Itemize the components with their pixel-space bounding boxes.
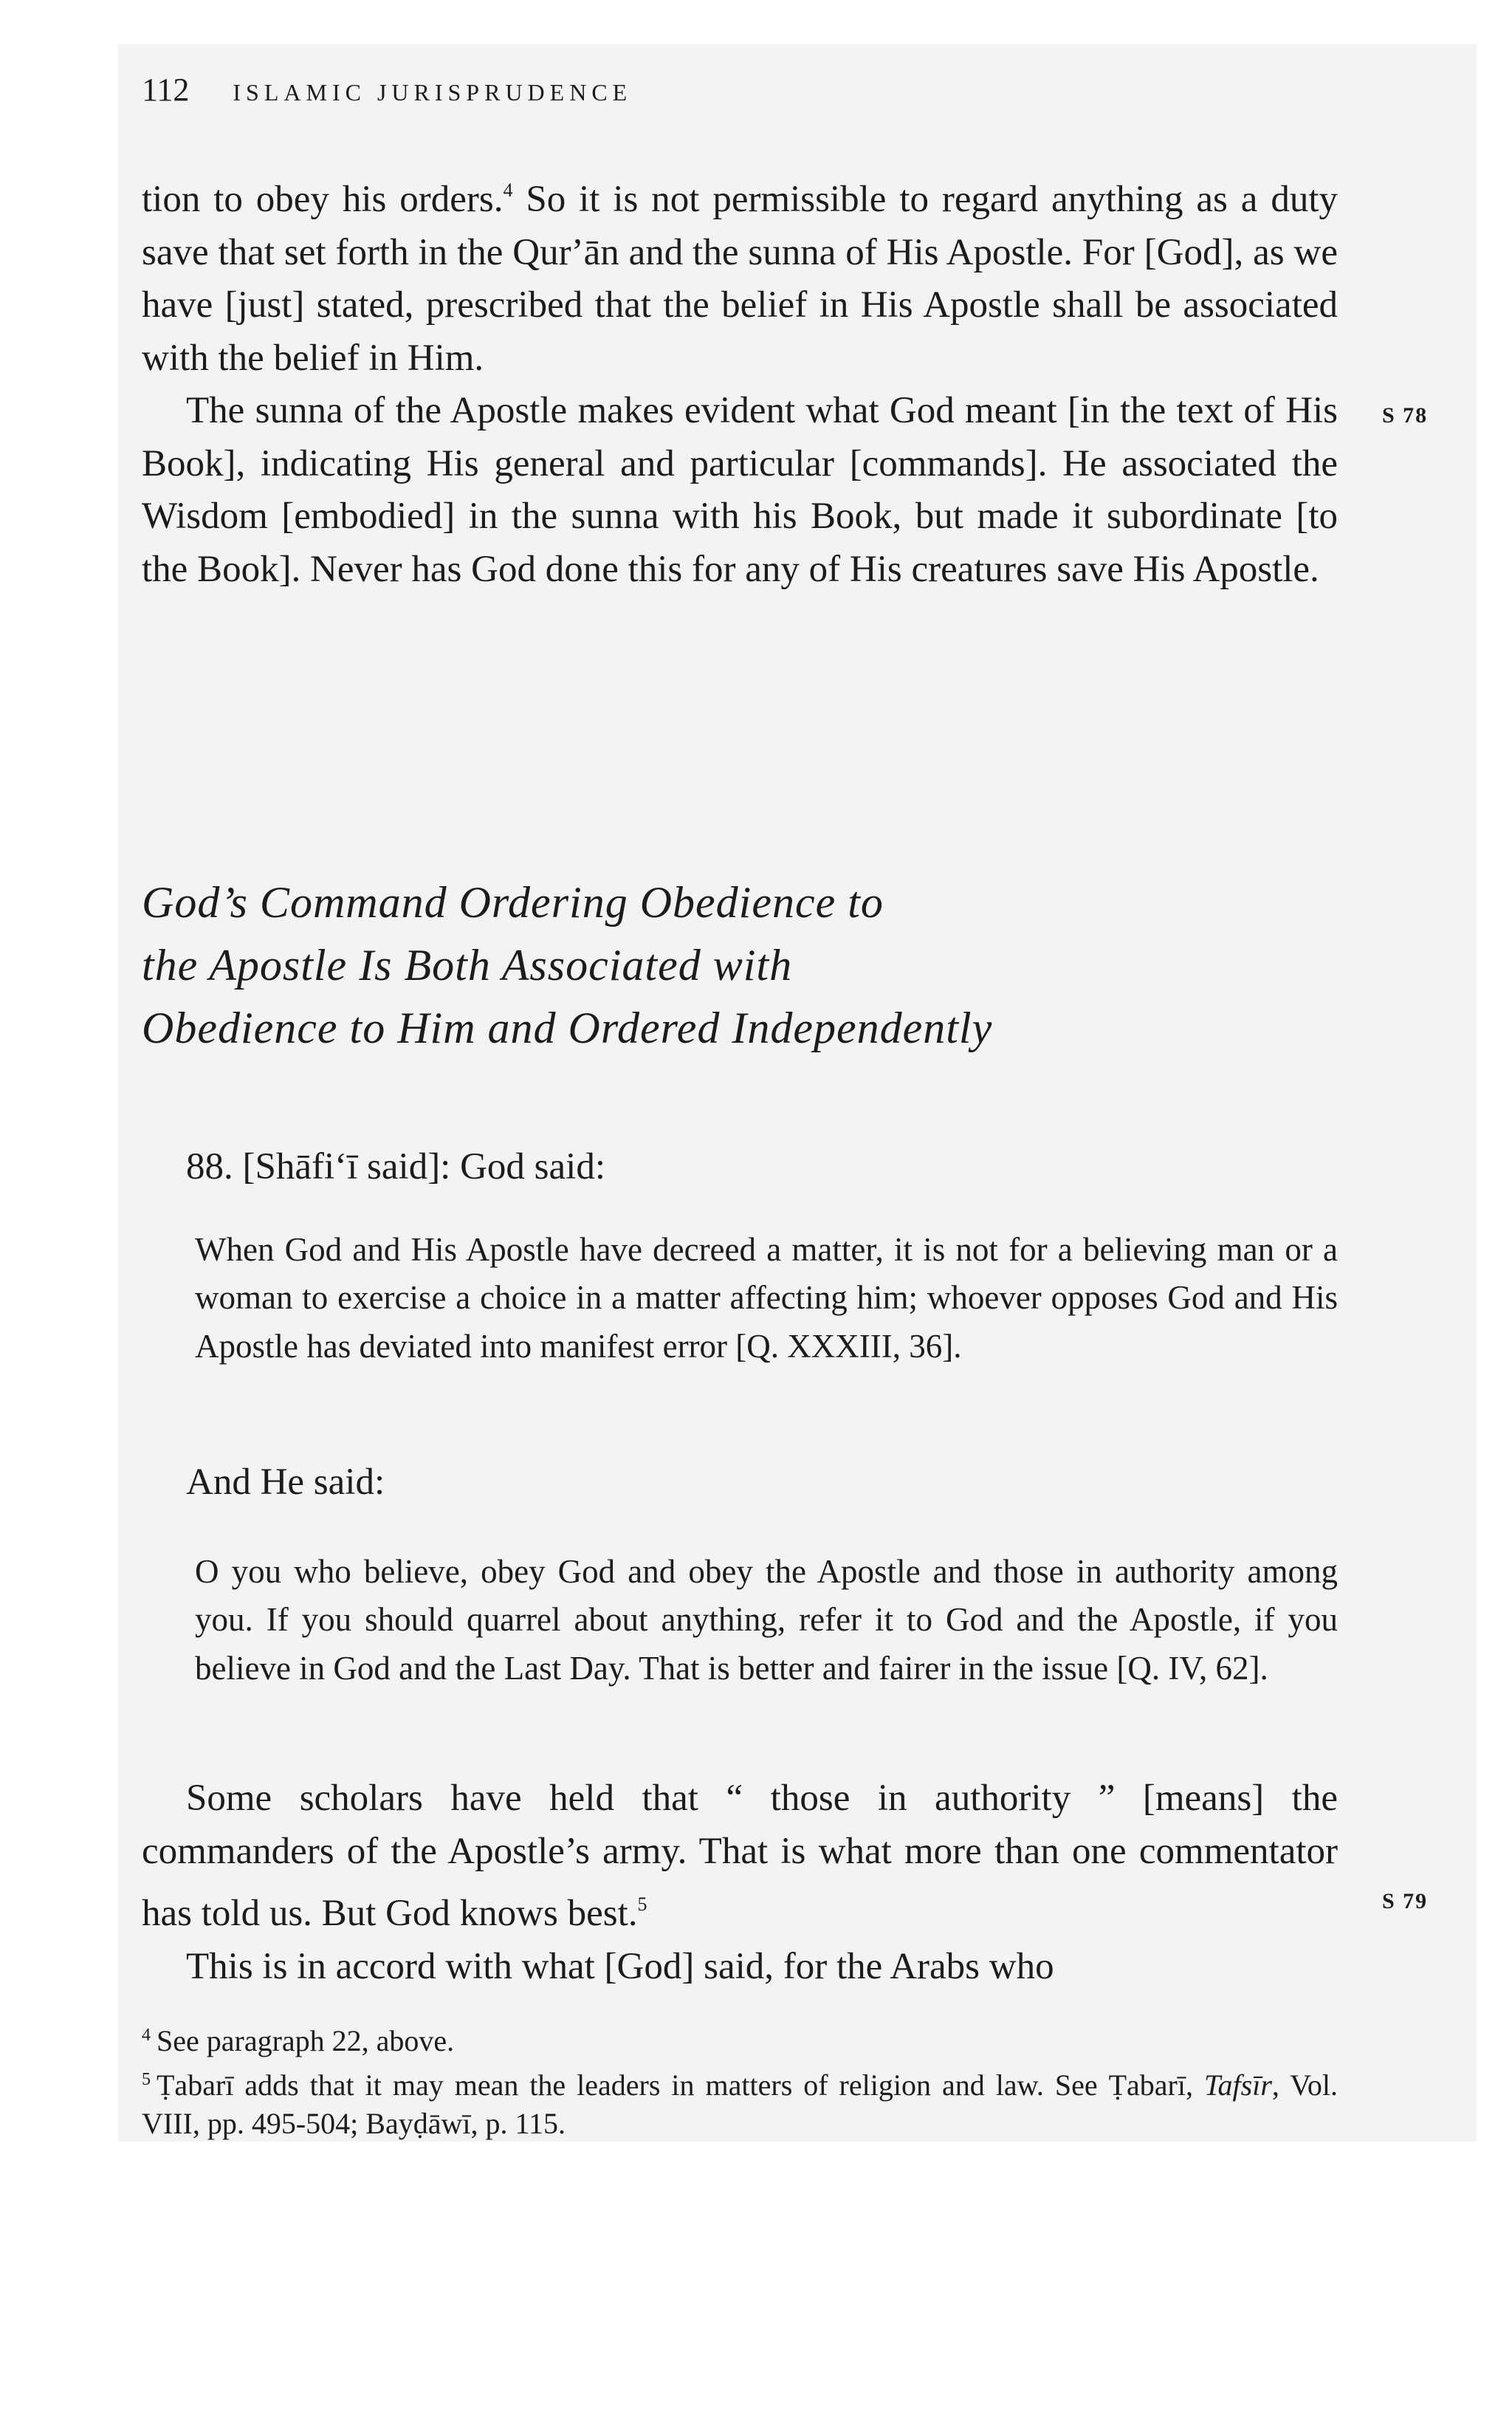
heading-line-1: God’s Command Ordering Obedience to [142, 878, 884, 927]
footnote-4-text: See paragraph 22, above. [157, 2024, 455, 2057]
top-section [142, 164, 1338, 596]
running-title: ISLAMIC JURISPRUDENCE [233, 79, 633, 106]
quotation-q4-62 [195, 1548, 1338, 1693]
paragraph-accord: This is in accord with what [God] said, for the Arabs who [186, 1945, 1054, 1987]
page-number: 112 [142, 72, 190, 108]
section-heading [142, 871, 1293, 1060]
paragraph-scholars [142, 1772, 1338, 1941]
and-he-said: And He said: [186, 1461, 385, 1503]
footnote-5-marker: 5 [142, 2070, 151, 2089]
quotation-q33-36 [195, 1226, 1338, 1371]
margin-note-s79: S 79 [1382, 1889, 1429, 1913]
margin-note-s78: S 78 [1382, 403, 1429, 428]
footnote-4-marker: 4 [142, 2026, 151, 2045]
footnotes [142, 2016, 1338, 2143]
footnote-ref-4: 4 [503, 179, 513, 201]
paragraph-sunna: The sunna of the Apostle makes evident what God meant [in the text of His Book], indicating His general and particular [commands]. He associated the Wisdom [embodied] in the sunna with his Book, but made it subordinate [to the Book]. Never has God done this for any of His creatures save His Apostle. [142, 390, 1338, 590]
footnote-5-text-b: , Vol. VIII, pp. 495-504; Bayḍāwī, p. 115. [142, 2068, 1338, 2140]
footnote-5-text-a: Ṭabarī adds that it may mean the leaders in matters of religion and law. See Ṭabarī, [157, 2068, 1204, 2102]
quotation-text: When God and His Apostle have decreed a matter, it is not for a believing man or a woman to exercise a choice in a matter affecting him; whoever opposes God and His Apostle has deviated into manifest error [Q. XXXIII, 36]. [195, 1231, 1338, 1365]
footnote-4 [142, 2016, 1338, 2060]
footnote-5-title: Tafsīr [1203, 2068, 1272, 2102]
paragraph-scholars-text: Some scholars have held that “ those in authority ” [means] the commanders of the Apostle’s army. That is what more than one commentator has told us. But God knows best. [142, 1777, 1338, 1934]
footnote-5 [142, 2060, 1338, 2143]
running-head [142, 68, 632, 114]
closing-paragraphs [142, 1772, 1338, 1993]
paragraph-continuation-rest: So it is not permissible to regard anything as a duty save that set forth in the Qurʼān and the sunna of His Apostle. For [God], as we have [just] stated, prescribed that the belief in His Apostle shall be associated with the belief in Him. [142, 179, 1338, 379]
quotation-text: O you who believe, obey God and obey the Apostle and those in authority among you. If you should quarrel about anything, refer it to God and the Apostle, if you believe in God and the Last Day. That is better and fairer in the issue [Q. IV, 62]. [195, 1553, 1338, 1687]
paragraph-continuation [142, 164, 1338, 385]
paragraph-88-intro: 88. [Shāfiʻī said]: God said: [186, 1146, 605, 1187]
footnote-ref-5: 5 [637, 1893, 647, 1915]
paragraph-continuation-start: tion to obey his orders. [142, 179, 504, 220]
heading-line-2: the Apostle Is Both Associated with [142, 941, 793, 990]
heading-line-3: Obedience to Him and Ordered Independently [142, 1004, 993, 1052]
